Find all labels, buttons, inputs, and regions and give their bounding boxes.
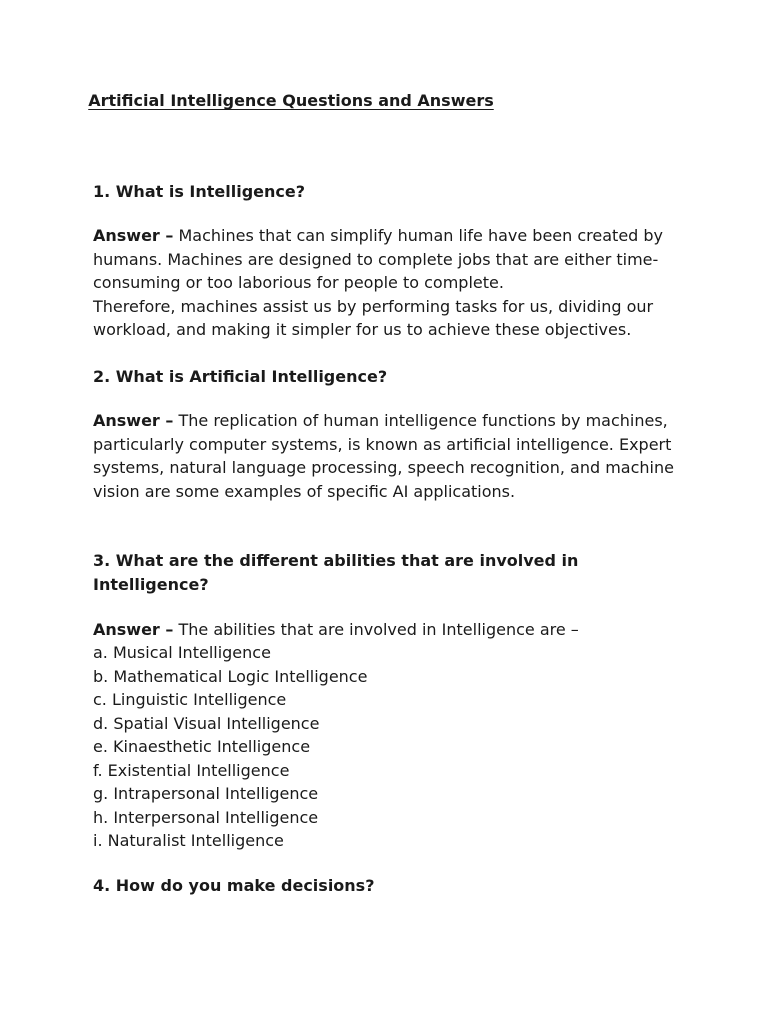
question-2: 2. What is Artificial Intelligence? (93, 367, 388, 386)
list-item: b. Mathematical Logic Intelligence (93, 666, 368, 686)
list-item: i. Naturalist Intelligence (93, 831, 284, 850)
question-1: 1. What is Intelligence? (93, 182, 306, 201)
list-item: h. Interpersonal Intelligence (93, 807, 319, 827)
answer-label: Answer – (93, 226, 174, 245)
list-item: d. Spatial Visual Intelligence (93, 713, 320, 733)
list-item: g. Intrapersonal Intelligence (93, 784, 319, 803)
list-item: f. Existential Intelligence (93, 760, 290, 780)
abilities-list (93, 641, 367, 853)
question-3: 3. What are the different abilities that are involved in Intelligence? (93, 551, 579, 594)
question-4: 4. How do you make decisions? (93, 876, 375, 895)
answer-2-text: The replication of human intelligence functions by machines, particularly computer systems, is known as artificial intelligence. Expert systems, natural language processing, speech recognition, and machine vision are some examples of specific AI applications. (93, 411, 674, 501)
list-item: c. Linguistic Intelligence (93, 690, 287, 709)
answer-1 (93, 224, 693, 342)
answer-label: Answer – (93, 620, 174, 639)
answer-label: Answer – (93, 411, 174, 430)
answer-3-text: The abilities that are involved in Intelligence are – (173, 620, 579, 639)
list-item: e. Kinaesthetic Intelligence (93, 737, 311, 756)
list-item: a. Musical Intelligence (93, 643, 271, 662)
answer-3-intro (93, 618, 693, 642)
answer-1-text: Machines that can simplify human life have been created by humans. Machines are designed to complete jobs that are either time-consuming or too laborious for people to complete. (93, 226, 664, 292)
document-title: Artificial Intelligence Questions and Answers (88, 91, 494, 110)
answer-1-text-2: Therefore, machines assist us by performing tasks for us, dividing our workload, and making it simpler for us to achieve these objectives. (93, 296, 654, 339)
answer-2 (93, 409, 693, 503)
